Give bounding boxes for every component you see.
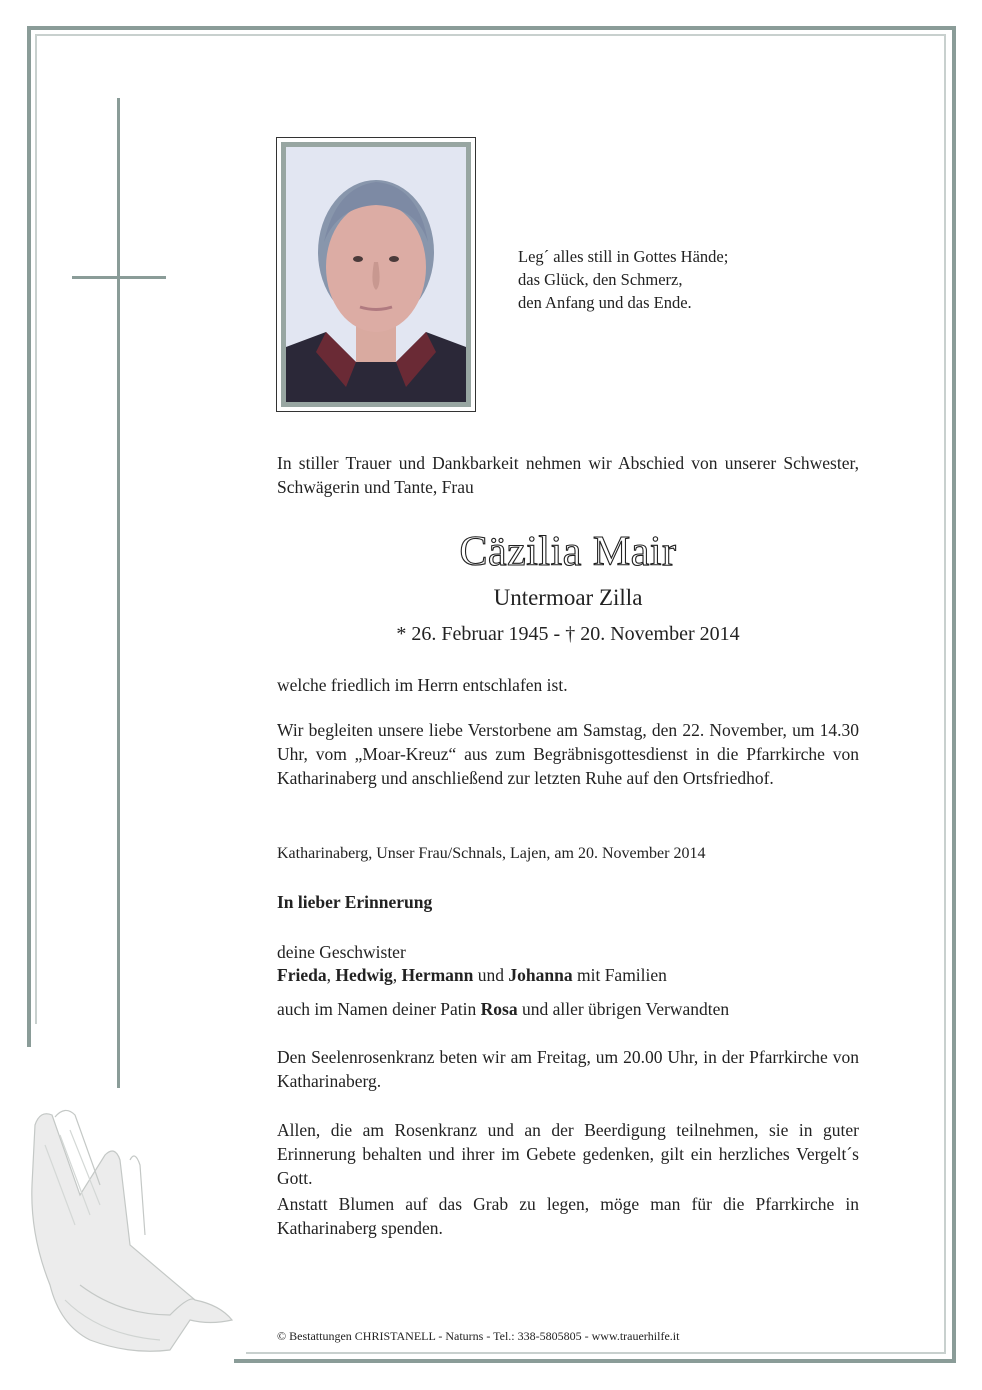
flowers-donation-note: Anstatt Blumen auf das Grab zu legen, möge man für die Pfarrkirche in Katharinaberg spenden. (277, 1194, 859, 1238)
portrait-photo (286, 147, 466, 402)
cross-horizontal-bar (72, 276, 166, 279)
deceased-nickname: Untermoar Zilla (493, 585, 643, 610)
praying-hands-icon (20, 1085, 240, 1355)
deceased-name: Cäzilia Mair (459, 529, 677, 575)
poem-line: das Glück, den Schmerz, (518, 270, 683, 289)
separator: , (326, 965, 336, 985)
portrait-photo-frame (276, 137, 476, 412)
frame-border-right (952, 26, 956, 1363)
place-and-date: Katharinaberg, Unser Frau/Schnals, Lajen, am 20. November 2014 (277, 845, 706, 862)
poem-verse (518, 245, 818, 314)
memory-heading: In lieber Erinnerung (277, 892, 433, 912)
frame-border-left (27, 26, 31, 1047)
peaceful-passing-text: welche friedlich im Herrn entschlafen ist. (277, 675, 568, 695)
conjunction: und (473, 965, 509, 985)
godmother-name: Rosa (480, 999, 518, 1019)
life-dates: * 26. Februar 1945 - † 20. November 2014 (396, 623, 740, 645)
thanks-paragraph: Allen, die am Rosenkranz und an der Beerdigung teilnehmen, sie in guter Erinnerung behalten und ihrer im Gebete gedenken, gilt ein herzliches Vergelt´s Gott. (277, 1120, 859, 1188)
relatives-line (277, 997, 859, 1021)
funeral-details: Wir begleiten unsere liebe Verstorbene am Samstag, den 22. November, um 14.30 Uhr, vom „Moar-Kreuz“ aus zum Begräbnisgottesdienst in die Pfarrkirche von Katharinaberg und anschließend zur letzten Ruhe auf den Ortsfriedhof. (277, 720, 859, 788)
sibling-name: Frieda (277, 965, 327, 985)
frame-border-bottom (234, 1359, 956, 1363)
poem-line: den Anfang und das Ende. (518, 293, 692, 312)
cross-vertical-bar (117, 98, 120, 1088)
funeral-home-footer: © Bestattungen CHRISTANELL - Naturns - Tel.: 338-5805805 - www.trauerhilfe.it (277, 1329, 680, 1343)
intro-paragraph: In stiller Trauer und Dankbarkeit nehmen wir Abschied von unserer Schwester, Schwägerin und Tante, Frau (277, 453, 859, 497)
sibling-name: Hedwig (335, 965, 393, 985)
siblings-tail: mit Familien (572, 965, 667, 985)
sibling-name: Johanna (508, 965, 573, 985)
relatives-pre: auch im Namen deiner Patin (277, 999, 481, 1019)
siblings-label: deine Geschwister (277, 942, 406, 962)
inner-border-bottom (246, 1352, 946, 1354)
poem-line: Leg´ alles still in Gottes Hände; (518, 247, 729, 266)
photo-mat (281, 142, 471, 407)
rosary-notice: Den Seelenrosenkranz beten wir am Freitag, um 20.00 Uhr, in der Pfarrkirche von Katharinaberg. (277, 1047, 859, 1091)
inner-border-right (944, 34, 946, 1354)
frame-border-top (27, 26, 956, 30)
relatives-post: und aller übrigen Verwandten (517, 999, 730, 1019)
siblings-names (277, 963, 859, 987)
separator: , (392, 965, 402, 985)
sibling-name: Hermann (401, 965, 474, 985)
inner-border-top (35, 34, 946, 36)
inner-border-left (35, 34, 37, 1024)
